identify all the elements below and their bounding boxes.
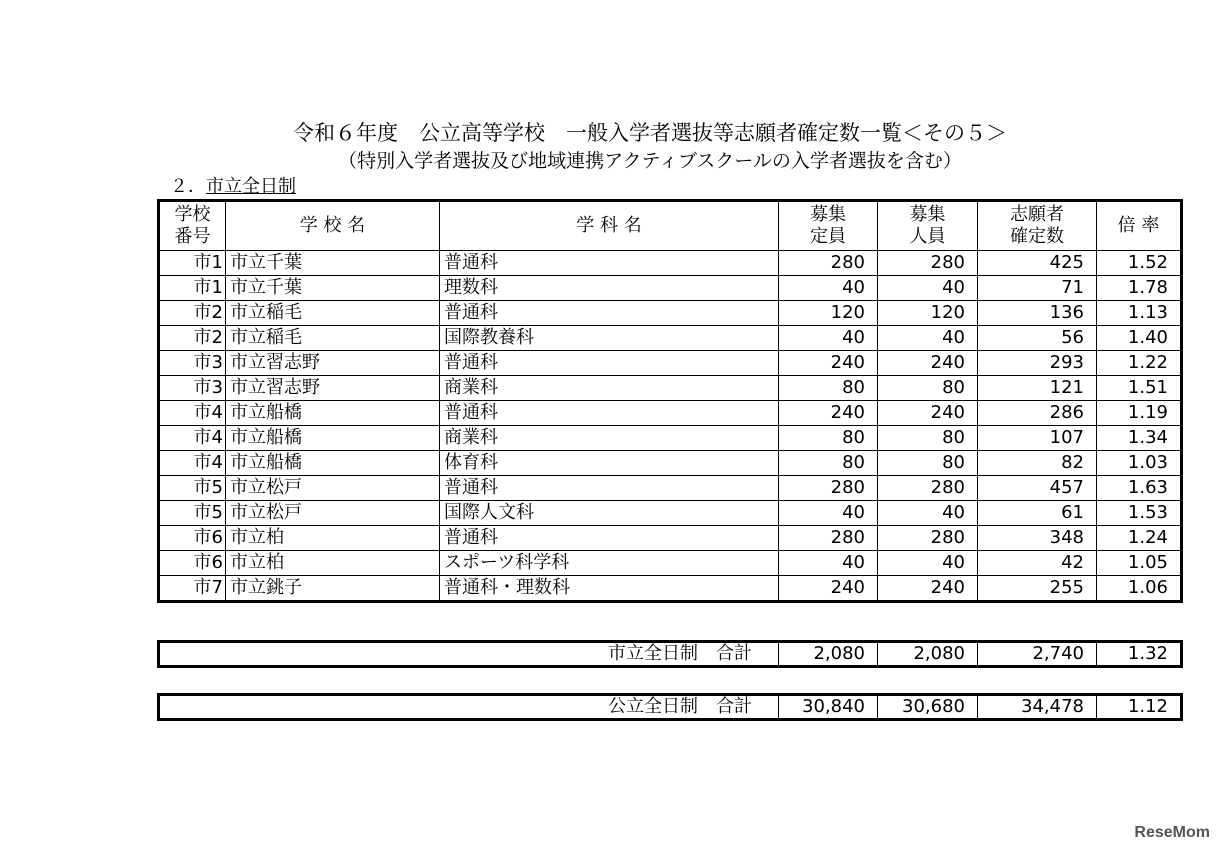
cell-ratio: 1.19 — [1097, 401, 1182, 426]
cell-course: 国際教養科 — [440, 326, 779, 351]
total-label: 市立全日制 合計 — [159, 642, 779, 667]
cell-applicants: 121 — [978, 376, 1097, 401]
cell-no: 市5 — [159, 501, 226, 526]
table-row — [159, 526, 1182, 551]
cell-capacity: 40 — [779, 326, 878, 351]
cell-ratio: 1.34 — [1097, 426, 1182, 451]
cell-no: 市3 — [159, 376, 226, 401]
cell-no: 市4 — [159, 401, 226, 426]
cell-applicants: 82 — [978, 451, 1097, 476]
table-row — [159, 301, 1182, 326]
cell-recruit: 40 — [878, 276, 978, 301]
cell-school: 市立松戸 — [226, 476, 440, 501]
cell-ratio: 1.40 — [1097, 326, 1182, 351]
cell-school: 市立船橋 — [226, 426, 440, 451]
cell-school: 市立銚子 — [226, 576, 440, 602]
total-capacity: 2,080 — [779, 642, 878, 667]
cell-applicants: 425 — [978, 251, 1097, 276]
cell-ratio: 1.24 — [1097, 526, 1182, 551]
cell-ratio: 1.05 — [1097, 551, 1182, 576]
cell-course: 普通科 — [440, 351, 779, 376]
section-label: 市立全日制 — [206, 176, 296, 197]
cell-capacity: 120 — [779, 301, 878, 326]
cell-course: スポーツ科学科 — [440, 551, 779, 576]
cell-school: 市立船橋 — [226, 451, 440, 476]
cell-applicants: 457 — [978, 476, 1097, 501]
header-applicants: 志願者 確定数 — [978, 201, 1097, 251]
cell-no: 市5 — [159, 476, 226, 501]
cell-capacity: 240 — [779, 576, 878, 602]
applicants-table — [157, 199, 1183, 603]
header-school-number: 学校 番号 — [159, 201, 226, 251]
cell-recruit: 120 — [878, 301, 978, 326]
cell-course: 普通科 — [440, 526, 779, 551]
cell-no: 市4 — [159, 451, 226, 476]
cell-no: 市3 — [159, 351, 226, 376]
total-recruit: 30,680 — [878, 695, 978, 720]
cell-no: 市7 — [159, 576, 226, 602]
cell-recruit: 240 — [878, 351, 978, 376]
header-school-name: 学 校 名 — [226, 201, 440, 251]
cell-course: 商業科 — [440, 426, 779, 451]
total-row — [159, 642, 1182, 667]
cell-ratio: 1.63 — [1097, 476, 1182, 501]
total-label: 公立全日制 合計 — [159, 695, 779, 720]
table-row — [159, 376, 1182, 401]
table-row — [159, 451, 1182, 476]
total-row — [159, 695, 1182, 720]
cell-recruit: 80 — [878, 451, 978, 476]
cell-recruit: 40 — [878, 551, 978, 576]
cell-applicants: 107 — [978, 426, 1097, 451]
total-applicants: 2,740 — [978, 642, 1097, 667]
cell-capacity: 40 — [779, 551, 878, 576]
cell-capacity: 280 — [779, 526, 878, 551]
cell-school: 市立習志野 — [226, 376, 440, 401]
cell-course: 国際人文科 — [440, 501, 779, 526]
cell-recruit: 40 — [878, 326, 978, 351]
cell-ratio: 1.03 — [1097, 451, 1182, 476]
table-row — [159, 401, 1182, 426]
table-row — [159, 326, 1182, 351]
cell-capacity: 280 — [779, 251, 878, 276]
cell-school: 市立松戸 — [226, 501, 440, 526]
cell-school: 市立稲毛 — [226, 326, 440, 351]
cell-applicants: 71 — [978, 276, 1097, 301]
cell-school: 市立稲毛 — [226, 301, 440, 326]
public-total-table — [157, 693, 1183, 721]
header-course-name: 学 科 名 — [440, 201, 779, 251]
resemom-logo: ReseMom — [1134, 824, 1210, 841]
cell-school: 市立千葉 — [226, 251, 440, 276]
cell-course: 理数科 — [440, 276, 779, 301]
cell-course: 普通科 — [440, 251, 779, 276]
table-row — [159, 251, 1182, 276]
cell-ratio: 1.06 — [1097, 576, 1182, 602]
cell-applicants: 56 — [978, 326, 1097, 351]
total-recruit: 2,080 — [878, 642, 978, 667]
table-row — [159, 476, 1182, 501]
total-ratio: 1.12 — [1097, 695, 1182, 720]
cell-no: 市2 — [159, 326, 226, 351]
city-total-table — [157, 640, 1183, 668]
total-capacity: 30,840 — [779, 695, 878, 720]
cell-capacity: 240 — [779, 401, 878, 426]
cell-no: 市6 — [159, 551, 226, 576]
cell-recruit: 240 — [878, 576, 978, 602]
cell-recruit: 280 — [878, 526, 978, 551]
cell-course: 商業科 — [440, 376, 779, 401]
cell-applicants: 293 — [978, 351, 1097, 376]
cell-ratio: 1.13 — [1097, 301, 1182, 326]
cell-no: 市1 — [159, 251, 226, 276]
cell-course: 体育科 — [440, 451, 779, 476]
cell-capacity: 80 — [779, 376, 878, 401]
cell-ratio: 1.53 — [1097, 501, 1182, 526]
cell-ratio: 1.78 — [1097, 276, 1182, 301]
table-row — [159, 576, 1182, 602]
section-heading — [170, 172, 296, 198]
cell-no: 市6 — [159, 526, 226, 551]
cell-capacity: 240 — [779, 351, 878, 376]
cell-recruit: 240 — [878, 401, 978, 426]
cell-school: 市立船橋 — [226, 401, 440, 426]
header-recruit: 募集 人員 — [878, 201, 978, 251]
cell-capacity: 40 — [779, 276, 878, 301]
cell-recruit: 80 — [878, 426, 978, 451]
total-applicants: 34,478 — [978, 695, 1097, 720]
cell-course: 普通科 — [440, 301, 779, 326]
cell-no: 市1 — [159, 276, 226, 301]
section-number: ２． — [170, 176, 206, 197]
cell-school: 市立習志野 — [226, 351, 440, 376]
cell-recruit: 280 — [878, 476, 978, 501]
cell-no: 市4 — [159, 426, 226, 451]
cell-applicants: 61 — [978, 501, 1097, 526]
cell-school: 市立柏 — [226, 551, 440, 576]
header-ratio: 倍 率 — [1097, 201, 1182, 251]
cell-recruit: 280 — [878, 251, 978, 276]
cell-course: 普通科 — [440, 476, 779, 501]
cell-school: 市立柏 — [226, 526, 440, 551]
table-row — [159, 501, 1182, 526]
cell-capacity: 40 — [779, 501, 878, 526]
cell-capacity: 80 — [779, 426, 878, 451]
cell-capacity: 280 — [779, 476, 878, 501]
cell-applicants: 42 — [978, 551, 1097, 576]
document-title: 令和６年度 公立高等学校 一般入学者選抜等志願者確定数一覧＜その５＞ — [293, 121, 1007, 145]
total-ratio: 1.32 — [1097, 642, 1182, 667]
table-row — [159, 426, 1182, 451]
document-subtitle: （特別入学者選抜及び地域連携アクティブスクールの入学者選抜を含む） — [338, 150, 962, 172]
table-row — [159, 551, 1182, 576]
cell-course: 普通科 — [440, 401, 779, 426]
cell-ratio: 1.51 — [1097, 376, 1182, 401]
cell-applicants: 286 — [978, 401, 1097, 426]
table-header-row — [159, 201, 1182, 251]
cell-school: 市立千葉 — [226, 276, 440, 301]
cell-course: 普通科・理数科 — [440, 576, 779, 602]
cell-applicants: 348 — [978, 526, 1097, 551]
cell-applicants: 136 — [978, 301, 1097, 326]
cell-recruit: 80 — [878, 376, 978, 401]
cell-ratio: 1.52 — [1097, 251, 1182, 276]
table-row — [159, 276, 1182, 301]
cell-applicants: 255 — [978, 576, 1097, 602]
cell-capacity: 80 — [779, 451, 878, 476]
cell-ratio: 1.22 — [1097, 351, 1182, 376]
header-capacity: 募集 定員 — [779, 201, 878, 251]
table-row — [159, 351, 1182, 376]
cell-no: 市2 — [159, 301, 226, 326]
cell-recruit: 40 — [878, 501, 978, 526]
